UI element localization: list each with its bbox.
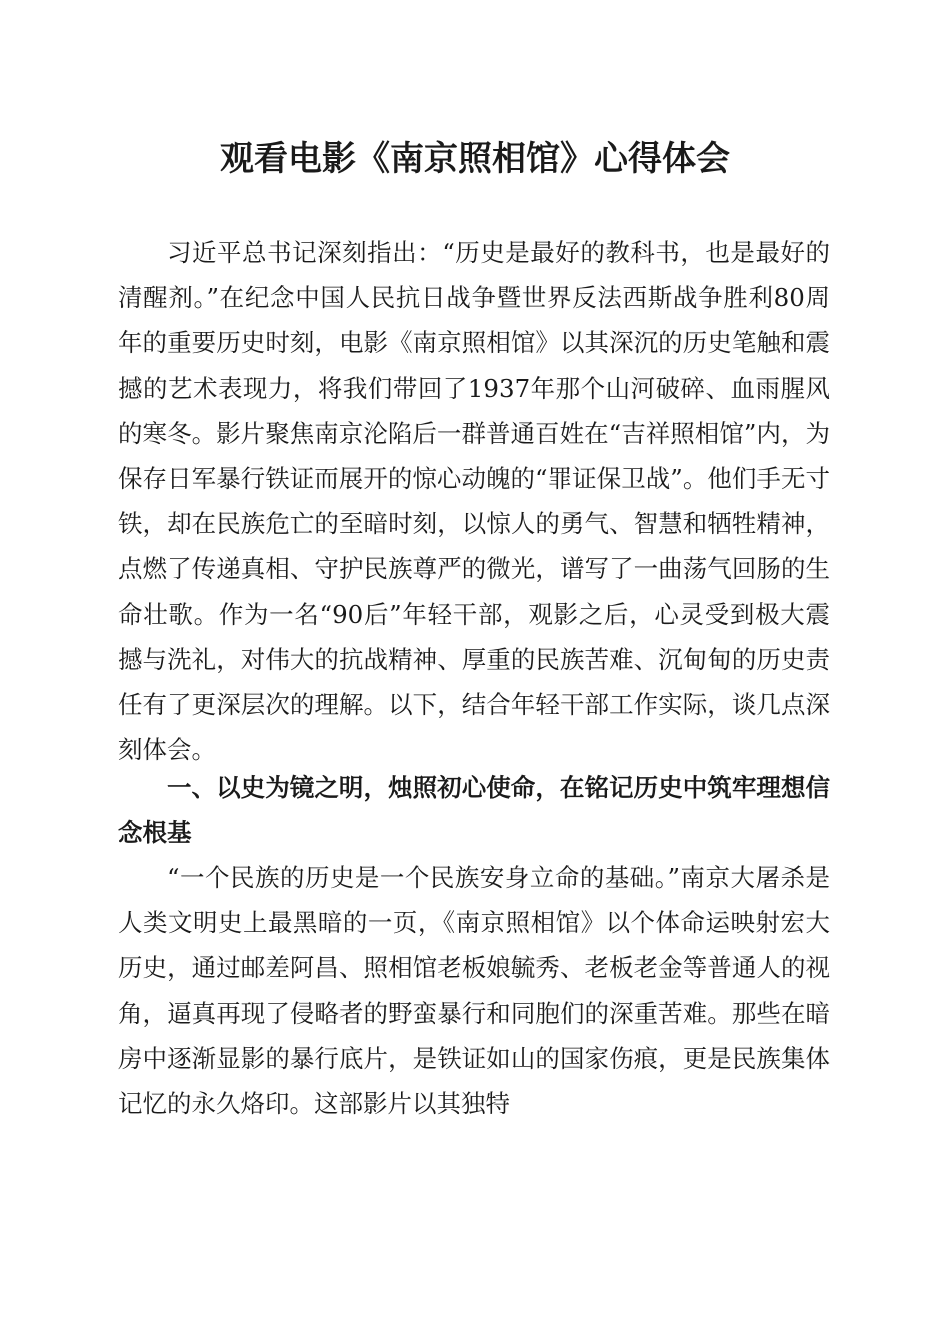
section-heading-1: 一、以史为镜之明，烛照初心使命，在铭记历史中筑牢理想信念根基 xyxy=(118,773,830,848)
section-1-paragraph: “一个民族的历史是一个民族安身立命的基础。”南京大屠杀是人类文明史上最黑暗的一页，《南京照相馆》以个体命运映射宏大历史，通过邮差阿昌、照相馆老板娘毓秀、老板老金等普通人的视角，逼真再现了侵略者的野蛮暴行和同胞们的深重苦难。那些在暗房中逐渐显影的暴行底片，是铁证如山的国家伤痕，更是民族集体记忆的永久烙印。这部影片以其独特 xyxy=(118,863,830,1119)
document-title: 观看电影《南京照相馆》心得体会 xyxy=(220,139,730,179)
intro-paragraph: 习近平总书记深刻指出：“历史是最好的教科书，也是最好的清醒剂。”在纪念中国人民抗日战争暨世界反法西斯战争胜利80周年的重要历史时刻，电影《南京照相馆》以其深沉的历史笔触和震撼的艺术表现力，将我们带回了1937年那个山河破碎、血雨腥风的寒冬。影片聚焦南京沦陷后一群普通百姓在“吉祥照相馆”内，为保存日军暴行铁证而展开的惊心动魄的“罪证保卫战”。他们手无寸铁，却在民族危亡的至暗时刻，以惊人的勇气、智慧和牺牲精神，点燃了传递真相、守护民族尊严的微光，谱写了一曲荡气回肠的生命壮歌。作为一名“90后”年轻干部，观影之后，心灵受到极大震撼与洗礼，对伟大的抗战精神、厚重的民族苦难、沉甸甸的历史责任有了更深层次的理解。以下，结合年轻干部工作实际，谈几点深刻体会。 xyxy=(118,238,830,765)
